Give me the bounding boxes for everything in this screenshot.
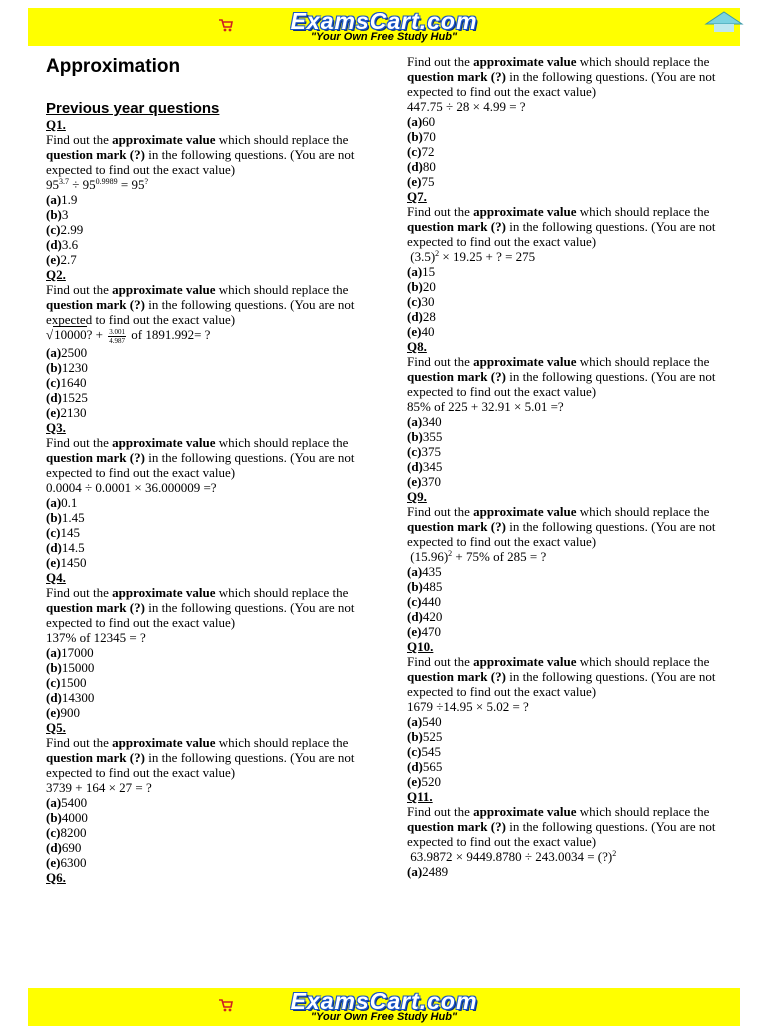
home-icon — [704, 10, 744, 32]
instruction-bold1: approximate value — [473, 654, 577, 669]
instruction-bold2: question mark (?) — [46, 749, 145, 765]
option-value: 3 — [61, 207, 69, 222]
option-item — [407, 579, 752, 594]
option-value: 545 — [421, 744, 441, 759]
option-letter: (e) — [407, 474, 422, 489]
instruction-mid: which should replace the — [576, 654, 710, 669]
option-letter: (a) — [407, 114, 423, 129]
option-value: 15 — [422, 264, 436, 279]
question-expression: 0.0004 ÷ 0.0001 × 36.000009 =? — [46, 479, 217, 495]
instruction-mid: which should replace the — [576, 504, 710, 519]
expr-exp2: 0.9989 — [95, 177, 118, 186]
question-text — [407, 504, 752, 549]
option-letter: (b) — [46, 359, 62, 375]
option-value: 30 — [421, 294, 435, 309]
option-letter: (a) — [407, 414, 423, 429]
option-letter: (c) — [407, 444, 422, 459]
option-letter: (c) — [407, 594, 422, 609]
question-expression: 3739 + 164 × 27 = ? — [46, 779, 152, 795]
option-letter: (b) — [407, 579, 423, 594]
option-letter: (a) — [46, 494, 62, 510]
option-letter: (d) — [407, 309, 423, 324]
question-number: Q3. — [46, 419, 66, 435]
expr-tail: of 1891.992= ? — [128, 327, 211, 342]
instruction-pre: Find out the — [46, 132, 113, 147]
instruction-bold1: approximate value — [112, 434, 216, 450]
option-letter: (b) — [46, 207, 62, 222]
question-block — [46, 570, 391, 720]
expr-exponent: 2 — [612, 849, 617, 858]
option-value: 2489 — [422, 864, 449, 879]
option-letter: (e) — [46, 704, 61, 720]
instruction-mid: which should replace the — [215, 132, 349, 147]
instruction-post: in the following questions. (You are not expected to find out the exact value) — [46, 449, 355, 480]
option-value: 60 — [422, 114, 436, 129]
option-item — [46, 510, 391, 525]
option-value: 565 — [422, 759, 443, 774]
option-item — [407, 594, 752, 609]
option-letter: (d) — [407, 159, 423, 174]
question-number: Q7. — [407, 189, 427, 204]
question-number: Q5. — [46, 719, 66, 735]
option-item — [407, 744, 752, 759]
question-block — [407, 789, 752, 879]
option-value: 2.99 — [60, 222, 84, 237]
option-item — [407, 114, 752, 129]
header-band — [28, 8, 740, 46]
option-letter: (a) — [46, 192, 62, 207]
option-value: 1500 — [60, 674, 87, 690]
option-letter: (e) — [407, 624, 422, 639]
expr-exponent: 2 — [448, 549, 453, 558]
option-item — [46, 810, 391, 825]
expr-exponent: 2 — [435, 249, 440, 258]
question-expression: 137% of 12345 = ? — [46, 629, 146, 645]
instruction-bold1: approximate value — [473, 504, 577, 519]
option-value: 72 — [421, 144, 435, 159]
instruction-mid: which should replace the — [576, 354, 710, 369]
page-title: Approximation — [46, 56, 181, 77]
option-value: 375 — [421, 444, 441, 459]
option-item — [407, 459, 752, 474]
question-expression: 85% of 225 + 32.91 × 5.01 =? — [407, 399, 564, 414]
left-column — [46, 54, 391, 885]
instruction-pre: Find out the — [46, 734, 113, 750]
question-block — [46, 420, 391, 570]
question-expression: 447.75 ÷ 28 × 4.99 = ? — [407, 99, 526, 114]
instruction-post: in the following questions. (You are not expected to find out the exact value) — [407, 69, 716, 99]
instruction-bold2: question mark (?) — [407, 669, 506, 684]
instruction-post: in the following questions. (You are not expected to find out the exact value) — [407, 219, 716, 249]
option-letter: (d) — [46, 389, 62, 405]
option-letter: (a) — [46, 794, 62, 810]
option-value: 1230 — [61, 359, 88, 375]
instruction-mid: which should replace the — [215, 434, 349, 450]
question-expression — [46, 177, 391, 192]
question-block — [46, 720, 391, 870]
option-value: 540 — [422, 714, 442, 729]
expr-tail: + 75% of 285 = ? — [452, 549, 547, 564]
option-item — [46, 675, 391, 690]
option-letter: (a) — [407, 564, 423, 579]
expr-exp1: 3.7 — [59, 177, 69, 186]
instruction-pre: Find out the — [407, 804, 474, 819]
question-text — [407, 204, 752, 249]
instruction-bold1: approximate value — [473, 54, 577, 69]
option-item — [407, 729, 752, 744]
option-value: 14.5 — [61, 539, 85, 555]
option-letter: (c) — [46, 824, 61, 840]
option-item — [46, 192, 391, 207]
fraction-denominator: 4.987 — [109, 336, 125, 345]
option-item — [407, 129, 752, 144]
instruction-pre: Find out the — [407, 654, 474, 669]
option-value: 80 — [422, 159, 436, 174]
instruction-bold1: approximate value — [473, 204, 577, 219]
option-value: 2130 — [60, 404, 87, 420]
option-value: 420 — [422, 609, 443, 624]
question-number: Q4. — [46, 569, 66, 585]
instruction-bold1: approximate value — [112, 584, 216, 600]
question-number: Q2. — [46, 267, 66, 282]
question-text — [46, 282, 391, 327]
option-item — [407, 309, 752, 324]
option-letter: (d) — [407, 459, 423, 474]
option-item — [407, 714, 752, 729]
option-letter: (b) — [46, 509, 62, 525]
question-text — [407, 354, 752, 399]
option-value: 28 — [422, 309, 436, 324]
question-text — [407, 654, 752, 699]
instruction-bold2: question mark (?) — [46, 147, 145, 162]
option-item — [46, 360, 391, 375]
expr-after-root: ? + — [86, 327, 107, 342]
option-item — [46, 690, 391, 705]
option-value: 1525 — [61, 389, 88, 405]
question-block — [407, 639, 752, 789]
instruction-bold1: approximate value — [473, 354, 577, 369]
option-value: 40 — [421, 324, 435, 339]
sqrt-radicand: 10000 — [54, 327, 87, 342]
option-value: 5400 — [61, 794, 88, 810]
expr-tail: × 19.25 + ? = 275 — [439, 249, 536, 264]
option-item — [46, 252, 391, 267]
question-expression — [46, 327, 391, 345]
instruction-pre: Find out the — [407, 204, 474, 219]
option-value: 520 — [421, 774, 441, 789]
expr-base2: 95 — [82, 177, 96, 192]
expr-op: ÷ — [69, 177, 83, 192]
option-item — [46, 222, 391, 237]
instruction-bold2: question mark (?) — [407, 219, 506, 234]
option-letter: (e) — [407, 774, 422, 789]
tagline: "Your Own Free Study Hub" — [310, 31, 458, 43]
footer-tagline: "Your Own Free Study Hub" — [310, 1011, 458, 1023]
question-block — [46, 267, 391, 420]
fraction — [108, 328, 126, 345]
expr-exp3: ? — [144, 177, 149, 186]
instruction-pre: Find out the — [407, 54, 474, 69]
instruction-bold2: question mark (?) — [46, 599, 145, 615]
question-text — [407, 54, 752, 99]
question-expression — [407, 249, 752, 264]
expr-pre: 63.9872 × 9449.8780 ÷ 243.0034 = (?) — [410, 849, 613, 864]
instruction-post: in the following questions. (You are not expected to find out the exact value) — [407, 669, 716, 699]
option-value: 145 — [60, 524, 80, 540]
expr-base1: 95 — [46, 177, 59, 192]
instruction-bold1: approximate value — [112, 282, 216, 297]
option-value: 6300 — [60, 854, 87, 870]
option-value: 20 — [422, 279, 436, 294]
question-text — [46, 435, 391, 480]
question-block — [407, 189, 752, 339]
option-value: 900 — [60, 704, 80, 720]
option-value: 3.6 — [61, 237, 79, 252]
question-text — [46, 585, 391, 630]
expr-pre: (3.5) — [410, 249, 436, 264]
instruction-pre: Find out the — [46, 584, 113, 600]
instruction-pre: Find out the — [407, 354, 474, 369]
option-item — [407, 144, 752, 159]
option-letter: (d) — [407, 759, 423, 774]
option-item — [407, 264, 752, 279]
question-number: Q11. — [407, 789, 433, 804]
option-item — [407, 864, 752, 879]
sqrt-sign: √ — [46, 327, 54, 342]
option-item — [46, 825, 391, 840]
option-letter: (b) — [407, 129, 423, 144]
option-item — [46, 525, 391, 540]
option-item — [407, 774, 752, 789]
instruction-mid: which should replace the — [576, 204, 710, 219]
option-item — [46, 705, 391, 720]
option-letter: (b) — [407, 279, 423, 294]
option-letter: (d) — [46, 839, 62, 855]
question-expression — [407, 549, 752, 564]
option-value: 370 — [421, 474, 441, 489]
instruction-bold2: question mark (?) — [407, 819, 506, 834]
option-value: 17000 — [61, 644, 94, 660]
option-item — [46, 840, 391, 855]
option-value: 0.1 — [61, 494, 78, 510]
option-item — [407, 174, 752, 189]
instruction-post: in the following questions. (You are not expected to find out the exact value) — [46, 297, 355, 327]
instruction-mid: which should replace the — [215, 282, 349, 297]
option-letter: (e) — [46, 854, 61, 870]
question-text — [407, 804, 752, 849]
option-item — [46, 555, 391, 570]
option-value: 1640 — [60, 374, 87, 390]
option-letter: (a) — [407, 264, 423, 279]
option-letter: (c) — [46, 524, 61, 540]
option-item — [46, 795, 391, 810]
option-item — [46, 237, 391, 252]
instruction-bold1: approximate value — [473, 804, 577, 819]
option-letter: (c) — [407, 744, 422, 759]
option-value: 1.45 — [61, 509, 85, 525]
option-letter: (a) — [407, 714, 423, 729]
option-letter: (c) — [407, 144, 422, 159]
instruction-pre: Find out the — [46, 282, 113, 297]
question-block — [407, 54, 752, 189]
option-item — [46, 390, 391, 405]
option-letter: (b) — [46, 659, 62, 675]
option-value: 4000 — [61, 809, 88, 825]
instruction-post: in the following questions. (You are not expected to find out the exact value) — [407, 519, 716, 549]
instruction-bold2: question mark (?) — [46, 297, 145, 312]
option-item — [407, 474, 752, 489]
option-value: 485 — [422, 579, 443, 594]
option-item — [46, 660, 391, 675]
option-value: 690 — [61, 839, 82, 855]
option-item — [407, 624, 752, 639]
question-block — [407, 339, 752, 489]
option-value: 1450 — [60, 554, 87, 570]
option-letter: (e) — [46, 404, 61, 420]
question-expression — [407, 849, 752, 864]
question-text — [46, 735, 391, 780]
option-letter: (c) — [46, 222, 61, 237]
option-item — [46, 405, 391, 420]
question-block — [407, 489, 752, 639]
instruction-bold1: approximate value — [112, 734, 216, 750]
option-letter: (b) — [407, 429, 423, 444]
option-letter: (a) — [46, 344, 62, 360]
expr-tail: = 95 — [117, 177, 145, 192]
option-letter: (e) — [407, 174, 422, 189]
option-item — [46, 375, 391, 390]
expr-pre: (15.96) — [410, 549, 449, 564]
option-item — [46, 207, 391, 222]
option-letter: (e) — [407, 324, 422, 339]
option-value: 2500 — [61, 344, 88, 360]
option-value: 2.7 — [60, 252, 77, 267]
option-item — [46, 495, 391, 510]
instruction-bold2: question mark (?) — [407, 69, 506, 84]
option-value: 8200 — [60, 824, 87, 840]
option-value: 470 — [421, 624, 441, 639]
instruction-post: in the following questions. (You are not expected to find out the exact value) — [46, 749, 355, 780]
footer-band — [28, 988, 740, 1026]
option-value: 340 — [422, 414, 442, 429]
option-item — [407, 294, 752, 309]
option-item — [407, 324, 752, 339]
question-block — [46, 117, 391, 267]
instruction-bold2: question mark (?) — [46, 449, 145, 465]
option-letter: (d) — [46, 237, 62, 252]
right-column — [407, 54, 752, 879]
question-number: Q10. — [407, 639, 434, 654]
option-item — [407, 609, 752, 624]
instruction-post: in the following questions. (You are not expected to find out the exact value) — [407, 369, 716, 399]
brand-logo: ExamsCart.com — [290, 8, 478, 34]
instruction-bold1: approximate value — [112, 132, 216, 147]
option-letter: (a) — [407, 864, 423, 879]
instruction-mid: which should replace the — [576, 804, 710, 819]
option-value: 15000 — [61, 659, 95, 675]
option-item — [407, 414, 752, 429]
option-value: 440 — [421, 594, 441, 609]
option-value: 435 — [422, 564, 442, 579]
option-item — [46, 345, 391, 360]
option-item — [407, 444, 752, 459]
option-item — [46, 855, 391, 870]
instruction-bold2: question mark (?) — [407, 369, 506, 384]
option-item — [407, 429, 752, 444]
instruction-mid: which should replace the — [215, 734, 349, 750]
option-value: 355 — [422, 429, 443, 444]
option-value: 70 — [422, 129, 436, 144]
option-item — [46, 645, 391, 660]
option-value: 75 — [421, 174, 435, 189]
question-number: Q1. — [46, 117, 66, 132]
option-letter: (e) — [46, 554, 61, 570]
option-item — [407, 159, 752, 174]
option-value: 14300 — [61, 689, 95, 705]
option-item — [407, 564, 752, 579]
instruction-post: in the following questions. (You are not expected to find out the exact value) — [46, 599, 355, 630]
option-value: 525 — [422, 729, 443, 744]
option-letter: (a) — [46, 644, 62, 660]
option-letter: (e) — [46, 252, 61, 267]
instruction-mid: which should replace the — [576, 54, 710, 69]
option-letter: (b) — [46, 809, 62, 825]
option-value: 1.9 — [61, 192, 78, 207]
instruction-pre: Find out the — [407, 504, 474, 519]
section-heading: Previous year questions — [46, 100, 220, 117]
option-value: 345 — [422, 459, 443, 474]
option-letter: (d) — [46, 689, 62, 705]
option-letter: (d) — [407, 609, 423, 624]
instruction-mid: which should replace the — [215, 584, 349, 600]
fraction-numerator: 3.001 — [109, 327, 125, 336]
instruction-post: in the following questions. (You are not expected to find out the exact value) — [407, 819, 716, 849]
instruction-bold2: question mark (?) — [407, 519, 506, 534]
option-item — [46, 540, 391, 555]
option-letter: (c) — [46, 674, 61, 690]
option-item — [407, 759, 752, 774]
instruction-post: in the following questions. (You are not expected to find out the exact value) — [46, 147, 355, 177]
question-text — [46, 132, 391, 177]
option-letter: (b) — [407, 729, 423, 744]
instruction-pre: Find out the — [46, 434, 113, 450]
option-item — [407, 279, 752, 294]
question-number: Q8. — [407, 339, 427, 354]
footer-brand-logo: ExamsCart.com — [290, 988, 478, 1014]
question-number: Q9. — [407, 489, 427, 504]
option-letter: (c) — [46, 374, 61, 390]
question-expression: 1679 ÷14.95 × 5.02 = ? — [407, 699, 529, 714]
option-letter: (d) — [46, 539, 62, 555]
question-number: Q6. — [46, 869, 66, 885]
option-letter: (c) — [407, 294, 422, 309]
